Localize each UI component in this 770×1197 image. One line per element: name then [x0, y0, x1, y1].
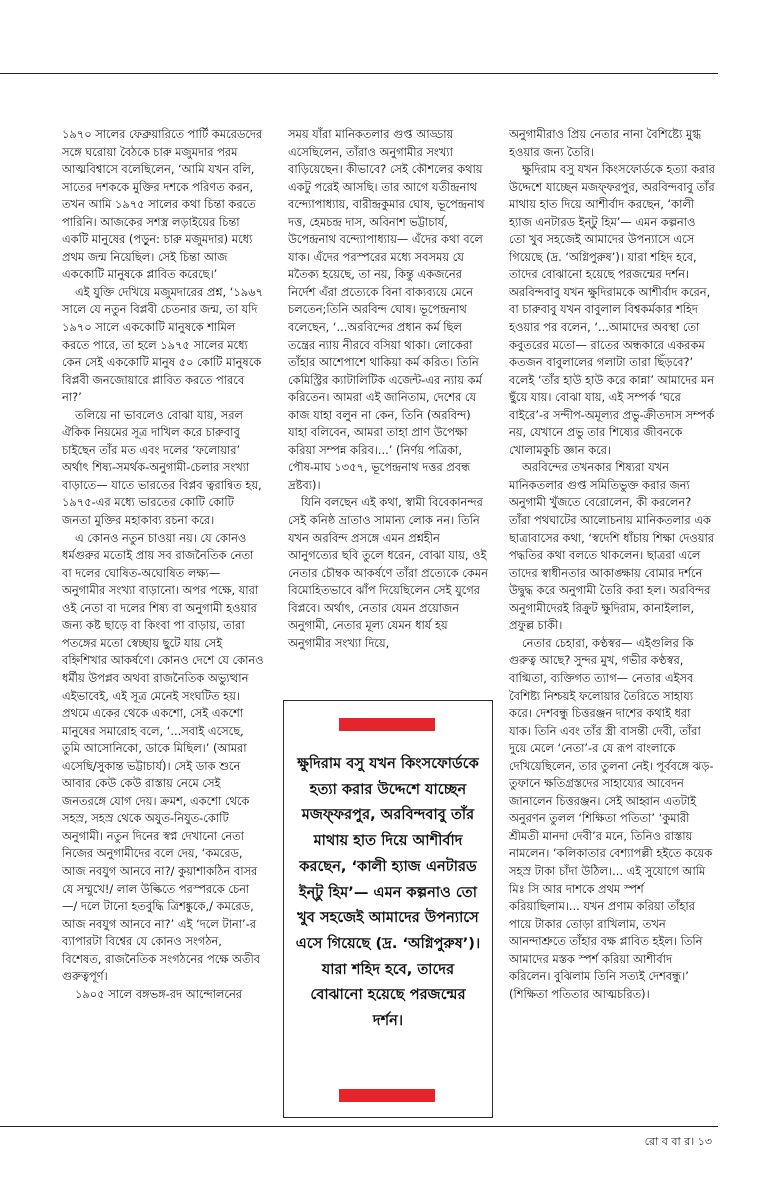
article-column-2 [288, 126, 488, 652]
page-footer [645, 1133, 712, 1152]
article-paragraph: সময় যাঁরা মানিকতলার গুপ্ত আড্ডায় এসেছিলেন, তাঁরাও অনুগামীর সংখ্যা বাড়িয়েছেন। কীভাবে? সেই কৌশলের কথায় একটু পরেই আসছি। তার আগে যতীন্দ্রনাথ বন্দ্যোপাধ্যায়, বারীন্দ্রকুমার ঘোষ, ভূপেন্দ্রনাথ দত্ত, হেমচন্দ্র দাস, অবিনাশ ভট্টাচার্য, উপেন্দ্রনাথ বন্দ্যোপাধ্যায়— এঁদের কথা বলে যাক। এঁদের পরস্পরের মধ্যে সবসময় যে মতৈক্য হয়েছে, তা নয়, কিন্তু একজনের নির্দেশ এঁরা প্রত্যেকে বিনা বাক্যব্যয়ে মেনে চলতেন;তিনি অরবিন্দ ঘোষ। ভূপেন্দ্রনাথ বলেছেন, ‘...অরবিন্দের প্রধান কর্ম ছিল তন্ত্রের ন্যায় নীরবে বসিয়া থাকা। লোকেরা তাঁহার আশেপাশে থাকিয়া কর্ম করিত। তিনি কেমিস্ট্রির ক্যাটালিটিক এজেন্ট-এর ন্যায় কর্ম করিতেন। আমরা এই জানিতাম, দেশের যে কাজ যাহা বলুন না কেন, তিনি (অরবিন্দ) যাহা বলিবেন, আমরা তাহা প্রাণ উপেক্ষা করিয়া সম্পন্ন করিব।...’ (নির্ণয় পত্রিকা, পৌষ-মাঘ ১৩৫৭, ভূপেন্দ্রনাথ দত্তর প্রবন্ধ দ্রষ্টব্য)। [288, 127, 485, 492]
pull-quote-bottom-bar [339, 1089, 435, 1102]
footer-separator: । [690, 1135, 695, 1148]
publication-name: রো ব বা র [644, 1135, 691, 1148]
article-paragraph: এই যুক্তি দেখিয়ে মজুমদারের প্রশ্ন, ‘১৯৬৭ সালে যে নতুন বিপ্লবী চেতনার জন্ম, তা যদি ১৯৭০ সালে এককোটি মানুষকে শামিল করতে পারে, তা হলে ১৯৭৫ সালের মধ্যে কেন সেই এককোটি মানুষ ৫০ কোটি মানুষকে বিপ্লবী জনজোয়ারে প্লাবিত করতে পারবে না?’ [62, 284, 263, 405]
pull-quote-top-bar [339, 718, 435, 731]
article-paragraph: ১৯৭০ সালের ফেব্রুয়ারিতে পার্টি কমরেডদের সঙ্গে ঘরোয়া বৈঠকে চারু মজুমদার পরম আত্মবিশ্বাসে বলেছিলেন, ‘আমি যখন বলি, সাতের দশককে মুক্তির দশকে পরিণত করন, তখন আমি ১৯৭৫ সালের কথা চিন্তা করতে পারিনি। আজকের সশস্ত্র লড়াইয়ের চিন্তা একটি মানুষের (পড়ুন: চারু মজুমদার) মধ্যে প্রথম জন্ম নিয়েছিল। সেই চিন্তা আজ এককোটি মানুষকে প্লাবিত করেছে।’ [62, 127, 263, 282]
article-column-1 [62, 126, 264, 1003]
page-number: ১৩ [697, 1135, 712, 1148]
article-paragraph: যিনি বলছেন এই কথা, স্বামী বিবেকানন্দর সেই কনিষ্ঠ ভ্রাতাও সামান্য লোক নন। তিনি যখন অরবিন্দ প্রসঙ্গে এমন প্রশ্নহীন আনুগত্যের ছবি তুলে ধরেন, বোঝা যায়, ওই নেতার চৌম্বক আকর্ষণে তাঁরা প্রত্যেকে কেমন বিমোহিতভাবে ঝাঁপ দিয়েছিলেন সেই যুগের বিপ্লবে। অর্থাৎ, নেতার যেমন প্রয়োজন অনুগামী, নেতার মূল্য যেমন ধার্য হয় অনুগামীর সংখ্যা দিয়ে, [288, 495, 488, 650]
article-paragraph: তলিয়ে না ভাবলেও বোঝা যায়, সরল ঐকিক নিয়মের সূত্র দাখিল করে চারুবাবু চাইছেন তাঁর মত এবং দলের ‘ফলোয়ার’ অর্থাৎ শিষ্য-সমর্থক-অনুগামী-চেলার সংখ্যা বাড়াতে— যাতে ভারতের বিপ্লব ত্বরান্বিত হয়, ১৯৭৫-এর মধ্যে ভারতের কোটি কোটি জনতা মুক্তির মহাকাব্য রচনা করে। [62, 407, 262, 528]
article-paragraph: ক্ষুদিরাম বসু যখন কিংসফোর্ডকে হত্যা করার উদ্দেশে যাচ্ছেন মজফ্‌ফরপুর, অরবিন্দবাবু তাঁর মাথায় হাত দিয়ে আশীর্বাদ করছেন, ‘কালী হ্যাজ এনটারড ইন্‌টু হিম’— এমন কল্পনাও তো খুব সহজেই আমাদের উপন্যাসে এসে গিয়েছে (দ্র. ‘অগ্নিপুরুষ’)। যারা শহিদ হবে, তাদের বোঝানো হয়েছে পরজন্মের দর্শন। অরবিন্দবাবু যখন ক্ষুদিরামকে আশীর্বাদ করেন, বা চারুবাবু যখন বাবুলাল বিশ্বকর্মকার শহিদ হওয়ার পর বলেন, ‘...আমাদের অবস্থা তো কবুতরের মতো— রাতের অন্ধকারে একরকম কতজন বাবুলালের গলাটা তারা ছিঁড়বে?’ বলেই ‘তাঁর হাউ হাউ করে কান্না’ আমাদের মন ছুঁয়ে যায়। বোঝা যায়, এই সম্পর্ক ‘ঘরে বাইরে’-র সন্দীপ-অমূল্যর প্রভু-ক্রীতদাস সম্পর্ক নয়, যেখানে প্রভু তার শিষ্যের জীবনকে খোলামকুচি জ্ঞান করে। [509, 162, 715, 457]
pull-quote-box [283, 700, 493, 1118]
pull-quote-text: ক্ষুদিরাম বসু যখন কিংসফোর্ডকে হত্যা করার উদ্দেশে যাচ্ছেন মজফ্‌ফরপুর, অরবিন্দবাবু তাঁর মাথায় হাত দিয়ে আশীর্বাদ করছেন, ‘কালী হ্যাজ এনটারড ইন্‌টু হিম’— এমন কল্পনাও তো খুব সহজেই আমাদের উপন্যাসে এসে গিয়েছে (দ্র. ‘অগ্নিপুরুষ’)। যারা শহিদ হবে, তাদের বোঝানো হয়েছে পরজন্মের দর্শন। [295, 755, 481, 1030]
article-column-3 [509, 126, 715, 1003]
article-paragraph: নেতার চেহারা, কণ্ঠস্বর— এইগুলির কি গুরুত্ব আছে? সুন্দর মুখ, গভীর কণ্ঠস্বর, বাগ্মিতা, ব্যক্তিগত ত্যাগ— নেতার এইসব বৈশিষ্ট্য নিশ্চয়ই ফলোয়ার তৈরিতে সাহায্য করে। দেশবন্ধু চিত্তরঞ্জন দাশের কথাই ধরা যাক। তিনি এবং তাঁর স্ত্রী বাসন্তী দেবী, তাঁরা দুয়ে মেলে ‘নেতা’-র যে রূপ বাংলাকে দেখিয়েছিলেন, তার তুলনা নেই। পূর্ববঙ্গে ঝড়-তুফানে ক্ষতিগ্রস্তদের সাহায্যের আবেদন জানালেন চিত্তরঞ্জন। সেই আহ্বান এতটাই অনুরণন তুলল ‘শিক্ষিতা পতিতা’ ‘কুমারী শ্রীমতী মানদা দেবী’র মনে, তিনিও রাস্তায় নামলেন। ‘কলিকাতার বেশ্যাপল্লী হইতে কয়েক সহস্র টাকা চাঁদা উঠিল।... এই সুযোগে আমি মিঃ সি আর দাশকে প্রথম স্পর্শ করিয়াছিলাম।... যখন প্রণাম করিয়া তাঁহার পায়ে টাকার তোড়া রাখিলাম, তখন আনন্দাশ্রুতে তাঁহার বক্ষ প্লাবিত হইল। তিনি আমাদের মস্তক স্পর্শ করিয়া আশীর্বাদ করিলেন। বুঝিলাম তিনি সত্যই দেশবন্ধু।’ (শিক্ষিতা পতিতার আত্মচরিত)। [509, 635, 714, 1001]
article-paragraph: অনুগামীরাও প্রিয় নেতার নানা বৈশিষ্ট্যে মুগ্ধ হওয়ার জন্য তৈরি। [509, 127, 701, 159]
article-paragraph: ১৯০৫ সালে বঙ্গভঙ্গ-রদ আন্দোলনের [75, 986, 243, 1001]
article-paragraph: এ কোনও নতুন চাওয়া নয়। যে কোনও ধর্মগুরুর মতোই প্রায় সব রাজনৈতিক নেতা বা দলের ঘোষিত-অঘোষিত লক্ষ্য— অনুগামীর সংখ্যা বাড়ানো। অপর পক্ষে, যারা ওই নেতা বা দলের শিষ্য বা অনুগামী হওয়ার জন্য কষ্ট ছাড়ে বা কিংবা পা বাড়ায়, তারা পতঙ্গের মতো স্বেচ্ছায় ছুটে যায় সেই বহ্নিশিখার আকর্ষণে। কোনও দেশে যে কোনও ধর্মীয় উপপ্লব অথবা রাজনৈতিক অভ্যুত্থান এইভাবেই, এই সূত্র মেনেই সংঘটিত হয়। প্রথমে একের থেকে একশো, সেই একশো মানুষের সমারোহ বলে, ‘...সবাই এসেছে, তুমি আসোনিকো, ডাকে মিছিল।’ (আমরা এসেছি/সুকান্ত ভট্টাচার্য)। সেই ডাক শুনে আবার কেউ কেউ রাস্তায় নেমে সেই জনতরঙ্গে যোগ দেয়। ক্রমশ, একশো থেকে সহস্র, সহস্র থেকে অযুত-নিযুত-কোটি অনুগামী। নতুন দিনের স্বপ্ন দেখানো নেতা নিজের অনুগামীদের বলে দেয়, ‘কমরেড, আজ নবযুগ আনবে না?/ কুয়াশাকঠিন বাসর যে সম্মুখে!/ লাল উল্কিতে পরস্পরকে চেনা—/ দলে টানো হতবুদ্ধি ত্রিশঙ্কুকে,/ কমরেড, আজ নবযুগ আনবে না?’ এই ‘দলে টানা’-র ব্যাপারটা বিশ্বের যে কোনও সংগঠন, বিশেষত, রাজনৈতিক সংগঠনের পক্ষে অতীব গুরুত্বপূর্ণ। [62, 530, 264, 984]
article-paragraph: অরবিন্দের তখনকার শিষ্যরা যখন মানিকতলার গুপ্ত সমিতিভুক্ত করার জন্য অনুগামী খুঁজতে বেরোলেন, কী করলেন? তাঁরা পথঘাটের আলোচনায় মানিকতলার এক ছাত্রাবাসের কথা, ‘স্বদেশি ধাঁচায় শিক্ষা দেওয়ার পদ্ধতির কথা বলতে থাকলেন। ছাত্ররা এলে তাদের স্বাধীনতার আকাঙ্ক্ষায় বোমার দর্শনে উদ্বুদ্ধ করে অনুগামী তৈরি করা হল। অরবিন্দর অনুগামীদেরই রিক্রুট ক্ষুদিরাম, কানাইলাল, প্রফুল্ল চাকী। [509, 460, 715, 633]
footer-rule [0, 1126, 718, 1127]
header-rule [0, 73, 718, 74]
